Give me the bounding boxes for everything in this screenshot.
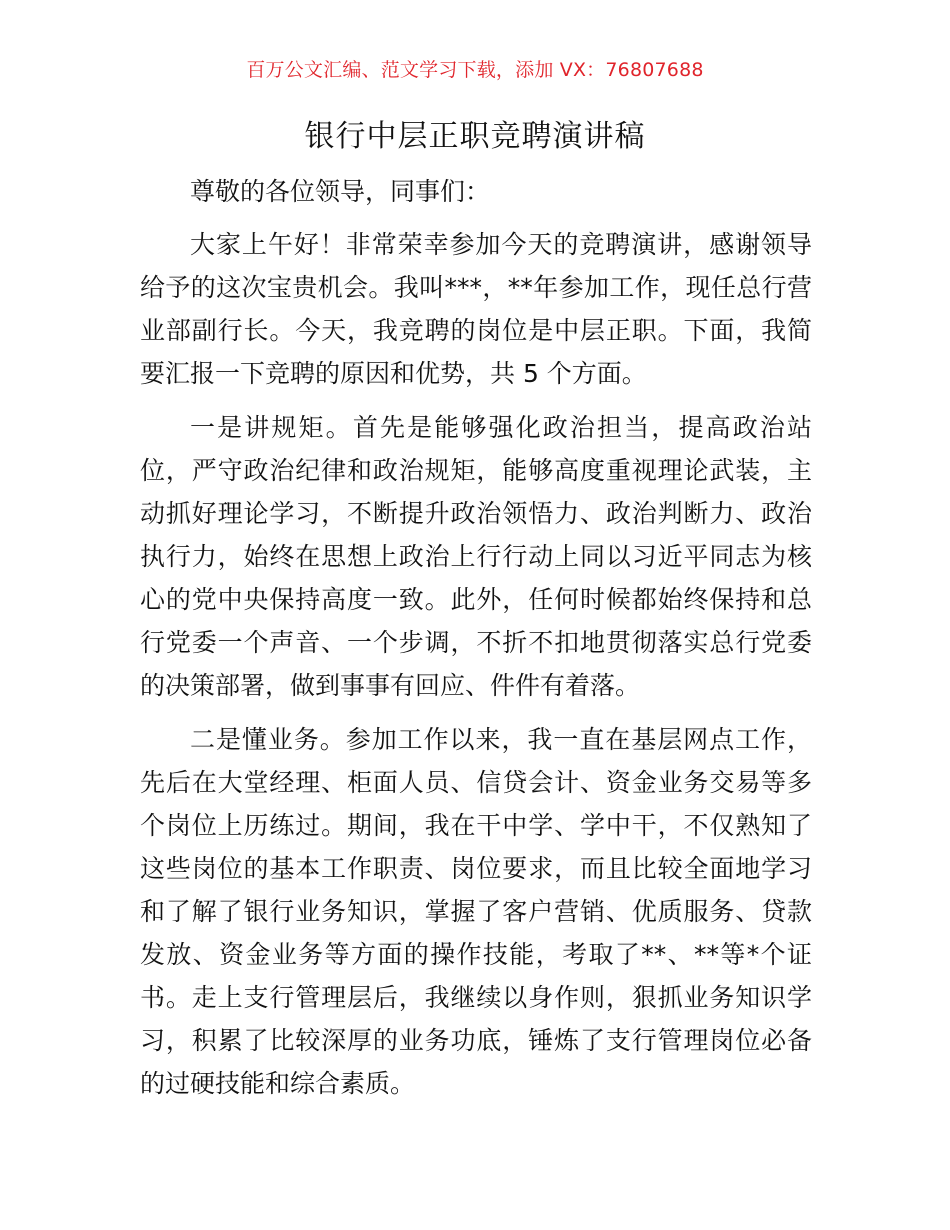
paragraph-intro: 大家上午好！非常荣幸参加今天的竞聘演讲，感谢领导给予的这次宝贵机会。我叫***，**年参加工作，现任总行营业部副行长。今天，我竞聘的岗位是中层正职。下面，我简要汇报一下竞聘的原因和优势，共 5 个方面。 xyxy=(140,230,812,388)
header-watermark-note: 百万公文汇编、范文学习下载，添加 VX：76807688 xyxy=(246,59,704,81)
document-body xyxy=(140,170,812,1116)
paragraph-business: 二是懂业务。参加工作以来，我一直在基层网点工作，先后在大堂经理、柜面人员、信贷会计、资金业务交易等多个岗位上历练过。期间，我在干中学、学中干，不仅熟知了这些岗位的基本工作职责、岗位要求，而且比较全面地学习和了解了银行业务知识，掌握了客户营销、优质服务、贷款发放、资金业务等方面的操作技能，考取了**、**等*个证书。走上支行管理层后，我继续以身作则，狠抓业务知识学习，积累了比较深厚的业务功底，锤炼了支行管理岗位必备的过硬技能和综合素质。 xyxy=(140,725,812,1098)
paragraph-rules: 一是讲规矩。首先是能够强化政治担当，提高政治站位，严守政治纪律和政治规矩，能够高度重视理论武装，主动抓好理论学习，不断提升政治领悟力、政治判断力、政治执行力，始终在思想上政治上行行动上同以习近平同志为核心的党中央保持高度一致。此外，任何时候都始终保持和总行党委一个声音、一个步调，不折不扣地贯彻落实总行党委的决策部署，做到事事有回应、件件有着落。 xyxy=(140,413,812,700)
document-title: 银行中层正职竞聘演讲稿 xyxy=(304,119,646,154)
salutation: 尊敬的各位领导，同事们： xyxy=(190,177,491,206)
